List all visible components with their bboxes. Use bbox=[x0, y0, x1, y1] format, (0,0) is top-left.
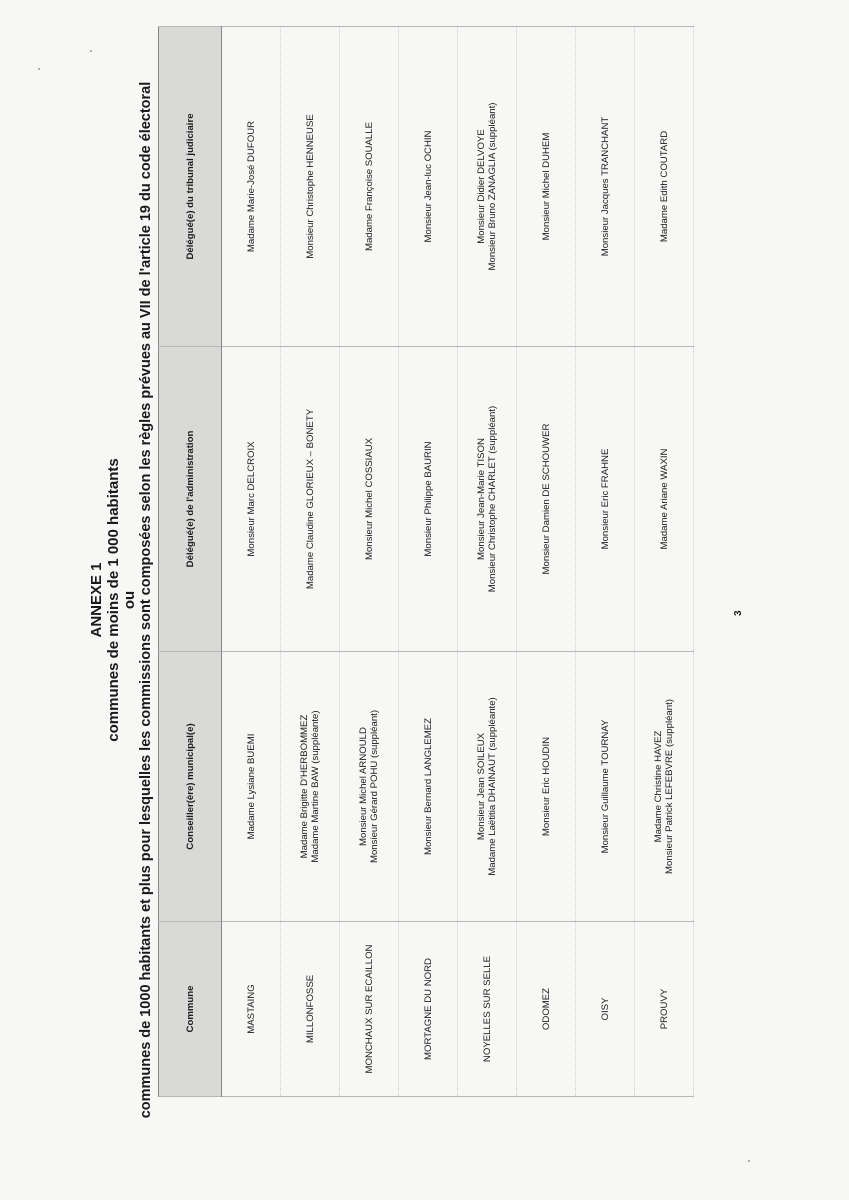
cell-tribunal bbox=[576, 27, 635, 347]
cell-conseiller bbox=[340, 652, 399, 922]
conseiller-name: Madame Lysiane BUEMI bbox=[245, 733, 257, 840]
tribunal-name: Monsieur Didier DELVOYE bbox=[476, 129, 487, 244]
commissions-table bbox=[158, 26, 694, 1097]
conseiller-name: Monsieur Eric HOUDIN bbox=[540, 736, 552, 837]
tribunal-name: Monsieur Michel DUHEM bbox=[540, 132, 552, 241]
cell-tribunal bbox=[458, 27, 517, 347]
tribunal-name: Monsieur Jean-luc OCHIN bbox=[422, 130, 434, 243]
table-header-row bbox=[159, 27, 222, 1097]
admin-name: Monsieur Jean-Marie TISON bbox=[476, 438, 487, 560]
cell-tribunal bbox=[222, 27, 281, 347]
cell-admin bbox=[635, 347, 694, 652]
cell-commune: OISY bbox=[576, 922, 635, 1097]
cell-conseiller bbox=[458, 652, 517, 922]
title-block bbox=[88, 0, 155, 1200]
cell-admin bbox=[281, 347, 340, 652]
annexe-subtitle: communes de moins de 1 000 habitants bbox=[105, 458, 122, 742]
cell-admin bbox=[399, 347, 458, 652]
table-row bbox=[222, 27, 281, 1097]
cell-admin bbox=[517, 347, 576, 652]
cell-tribunal bbox=[635, 27, 694, 347]
cell-commune: ODOMEZ bbox=[517, 922, 576, 1097]
tribunal-suppleant: Monsieur Bruno ZANAGLIA (suppléant) bbox=[487, 102, 498, 271]
tribunal-name: Madame Edith COUTARD bbox=[658, 130, 670, 243]
cell-commune: NOYELLES SUR SELLE bbox=[458, 922, 517, 1097]
cell-admin bbox=[222, 347, 281, 652]
cell-admin bbox=[340, 347, 399, 652]
table-row bbox=[399, 27, 458, 1097]
admin-name: Madame Ariane WAXIN bbox=[658, 448, 670, 550]
table-row bbox=[458, 27, 517, 1097]
admin-name: Monsieur Marc DELCROIX bbox=[245, 441, 257, 557]
cell-tribunal bbox=[517, 27, 576, 347]
cell-conseiller bbox=[576, 652, 635, 922]
cell-tribunal bbox=[281, 27, 340, 347]
header-admin: Délégué(e) de l'administration bbox=[159, 347, 222, 652]
admin-name: Monsieur Philippe BAURIN bbox=[422, 441, 434, 557]
table-row bbox=[340, 27, 399, 1097]
cell-commune: PROUVY bbox=[635, 922, 694, 1097]
conseiller-suppleant: Madame Laëtitia DHAINAUT (suppléante) bbox=[487, 697, 498, 876]
cell-commune: MASTAING bbox=[222, 922, 281, 1097]
admin-name: Monsieur Michel COSSIAUX bbox=[363, 437, 375, 561]
header-conseiller: Conseiller(ère) municipal(e) bbox=[159, 652, 222, 922]
cell-conseiller bbox=[399, 652, 458, 922]
conseiller-suppleant: Monsieur Patrick LEFEBVRE (suppléant) bbox=[664, 699, 675, 874]
annexe-main-title: communes de 1000 habitants et plus pour lesquelles les commissions sont composées selon les règles prévues au VII de l'article 19 du code électoral bbox=[138, 81, 154, 1119]
cell-admin bbox=[576, 347, 635, 652]
tribunal-name: Monsieur Christophe HENNEUSE bbox=[304, 114, 316, 259]
page-number: 3 bbox=[733, 610, 744, 616]
conseiller-name: Monsieur Bernard LANGLEMEZ bbox=[422, 717, 434, 856]
annexe-ou: ou bbox=[121, 590, 138, 610]
tribunal-name: Monsieur Jacques TRANCHANT bbox=[599, 116, 611, 257]
header-tribunal: Délégué(e) du tribunal judiciaire bbox=[159, 27, 222, 347]
table-row bbox=[576, 27, 635, 1097]
conseiller-name: Monsieur Michel ARNOULD bbox=[358, 727, 369, 846]
conseiller-suppleant: Madame Martine BAW (suppléante) bbox=[310, 710, 321, 863]
header-commune: Commune bbox=[159, 922, 222, 1097]
cell-tribunal bbox=[399, 27, 458, 347]
admin-name: Madame Claudine GLORIEUX – BONETY bbox=[304, 408, 316, 590]
conseiller-suppleant: Monsieur Gérard POHU (suppléant) bbox=[369, 709, 380, 864]
cell-conseiller bbox=[517, 652, 576, 922]
conseiller-name: Monsieur Jean SOILEUX bbox=[476, 732, 487, 841]
conseiller-name: Madame Christine HAVEZ bbox=[653, 730, 664, 843]
admin-name: Monsieur Damien DE SCHOUWER bbox=[540, 423, 552, 575]
cell-commune: MILLONFOSSE bbox=[281, 922, 340, 1097]
table-row bbox=[517, 27, 576, 1097]
annexe-title: ANNEXE 1 bbox=[88, 562, 105, 638]
conseiller-name: Monsieur Guillaume TOURNAY bbox=[599, 719, 611, 854]
cell-conseiller bbox=[635, 652, 694, 922]
table-row bbox=[635, 27, 694, 1097]
tribunal-name: Madame Françoise SOUALLE bbox=[363, 121, 375, 252]
cell-commune: MONCHAUX SUR ECAILLON bbox=[340, 922, 399, 1097]
admin-name: Monsieur Eric FRAHNE bbox=[599, 448, 611, 550]
cell-tribunal bbox=[340, 27, 399, 347]
table-row bbox=[281, 27, 340, 1097]
admin-suppleant: Monsieur Christophe CHARLET (suppléant) bbox=[487, 405, 498, 593]
cell-admin bbox=[458, 347, 517, 652]
cell-conseiller bbox=[222, 652, 281, 922]
cell-conseiller bbox=[281, 652, 340, 922]
cell-commune: MORTAGNE DU NORD bbox=[399, 922, 458, 1097]
tribunal-name: Madame Marie-José DUFOUR bbox=[245, 120, 257, 253]
conseiller-name: Madame Brigitte D'HERBOMMEZ bbox=[299, 714, 310, 859]
